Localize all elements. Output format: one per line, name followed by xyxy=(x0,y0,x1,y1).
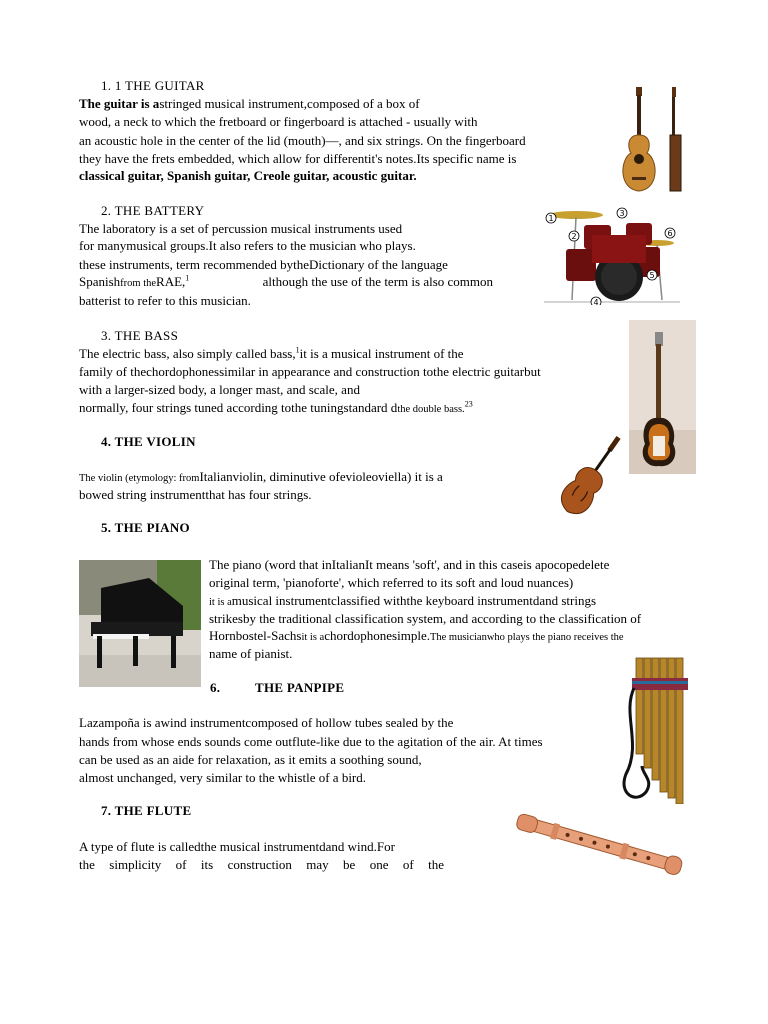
drum-label-6: 6 xyxy=(667,229,673,238)
piano-line-4: strikesby the traditional classification system, and according to the classification of xyxy=(209,611,642,626)
battery-line-5: batterist to refer to this musician. xyxy=(79,293,251,308)
battery-line-2: for manymusical groups.It also refers to the musician who plays. xyxy=(79,238,416,253)
bass-footnote-23: 23 xyxy=(464,399,473,409)
drum-kit-image xyxy=(544,205,680,305)
piano-line-3-start: it is a xyxy=(209,597,232,608)
panpipe-line-2: hands from whose ends sounds come outflute-like due to the agitation of the air. At times xyxy=(79,734,543,749)
piano-image xyxy=(79,560,201,687)
battery-line-3: these instruments, term recommended bytheDictionary of the language xyxy=(79,257,448,272)
bass-line-2: family of thechordophonessimilar in appearance and construction tothe electric guitarbut xyxy=(79,364,541,379)
guitar-line-1-text: stringed musical instrument,composed of a box of xyxy=(159,96,420,111)
section-heading-bass: 3. THE BASS xyxy=(101,328,179,343)
guitar-bold-lead: The guitar is a xyxy=(79,96,160,111)
flute-line-1: A type of flute is calledthe musical instrumentdand wind.For xyxy=(79,839,395,854)
section-number-panpipe: 6. xyxy=(210,680,221,695)
panpipe-line-1: Lazampoña is awind instrumentcomposed of hollow tubes sealed by the xyxy=(79,715,454,730)
battery-word-spanish: Spanish xyxy=(79,274,121,289)
section-heading-piano: 5. THE PIANO xyxy=(101,520,190,535)
drum-label-3: 3 xyxy=(619,209,625,218)
flute-word: construction xyxy=(227,857,292,872)
flute-word: the xyxy=(79,857,95,872)
guitar-line-2: wood, a neck to which the fretboard or fingerboard is attached - usually with xyxy=(79,114,478,129)
flute-word: of xyxy=(175,857,187,872)
panpipe-line-4: almost unchanged, very similar to the whistle of a bird. xyxy=(79,770,367,785)
flute-word: simplicity xyxy=(109,857,162,872)
drum-label-1: 1 xyxy=(548,214,554,223)
section-heading-flute: 7. THE FLUTE xyxy=(101,803,192,818)
bass-line-4 xyxy=(79,400,473,418)
bass-line-4-start: normally, four strings tuned according tothe tuningstandard d xyxy=(79,400,398,415)
panpipe-image xyxy=(612,654,692,804)
drum-label-5: 5 xyxy=(649,271,655,280)
piano-line-1: The piano (word that inItalianIt means 'soft', and in this caseis apocopedelete xyxy=(209,557,610,572)
battery-line-1: The laboratory is a set of percussion musical instruments used xyxy=(79,221,403,236)
flute-line-2 xyxy=(79,857,444,873)
bass-line-1 xyxy=(79,346,464,362)
battery-footnote: 1 xyxy=(185,273,190,283)
bass-line-1-start: The electric bass, also simply called bass, xyxy=(79,346,296,361)
section-heading-violin: 4. THE VIOLIN xyxy=(101,434,196,449)
piano-line-5 xyxy=(209,628,624,646)
violin-line-1 xyxy=(79,469,443,487)
bass-line-1-end: it is a musical instrument of the xyxy=(299,346,464,361)
piano-hornbostel: Hornbostel-Sachs xyxy=(209,628,302,643)
flute-word: of xyxy=(402,857,414,872)
violin-line-1-end: Italianviolin, diminutive ofevioleoviella) it is a xyxy=(199,469,443,484)
section-heading-guitar: 1. 1 THE GUITAR xyxy=(101,78,205,93)
section-heading-battery: 2. THE BATTERY xyxy=(101,203,205,218)
drum-label-2: 2 xyxy=(571,232,577,241)
drum-label-4: 4 xyxy=(593,298,599,305)
guitar-line-3: an acoustic hole in the center of the lid (mouth)—, and six strings. On the fingerboard xyxy=(79,133,526,148)
flute-word: one xyxy=(369,857,389,872)
violin-line-2: bowed string instrumentthat has four strings. xyxy=(79,487,312,502)
battery-line-4-end: although the use of the term is also common xyxy=(262,274,493,289)
bass-guitar-image xyxy=(629,320,696,474)
piano-chordophone: chordophonesimple. xyxy=(324,628,430,643)
piano-line-5-end: The musicianwho plays the piano receives the xyxy=(429,632,624,643)
violin-image xyxy=(550,428,626,536)
panpipe-line-3: can be used as an aide for relaxation, as it emits a soothing sound, xyxy=(79,752,422,767)
bass-double-bass: the double bass. xyxy=(397,404,465,415)
guitar-line-5: classical guitar, Spanish guitar, Creole guitar, acoustic guitar. xyxy=(79,168,417,183)
guitar-line-1 xyxy=(79,96,420,112)
flute-word: be xyxy=(343,857,356,872)
piano-line-6: name of pianist. xyxy=(209,646,293,661)
battery-rae: RAE, xyxy=(156,274,186,289)
piano-line-2: original term, 'pianoforte', which referred to its soft and loud nuances) xyxy=(209,575,574,590)
piano-it-is: it is a xyxy=(301,632,325,643)
recorder-flute-image xyxy=(510,812,688,878)
battery-line-4 xyxy=(79,274,493,292)
bass-footnote-1: 1 xyxy=(295,345,300,355)
guitar-image xyxy=(612,85,688,195)
battery-line-4-start xyxy=(79,274,189,292)
battery-from-the: from the xyxy=(120,278,157,289)
flute-word: its xyxy=(200,857,214,872)
piano-line-3-end: musical instrumentclassified withthe keyboard instrumentdand strings xyxy=(231,593,597,608)
flute-word: may xyxy=(306,857,329,872)
flute-word: the xyxy=(428,857,444,872)
piano-line-3 xyxy=(209,593,596,611)
guitar-line-4: they have the frets embedded, which allow for differentit's notes.Its specific name is xyxy=(79,151,517,166)
section-heading-panpipe: THE PANPIPE xyxy=(255,680,345,695)
violin-line-1-start: The violin (etymology: from xyxy=(79,473,200,484)
bass-line-3: with a larger-sized body, a longer mast, and scale, and xyxy=(79,382,360,397)
